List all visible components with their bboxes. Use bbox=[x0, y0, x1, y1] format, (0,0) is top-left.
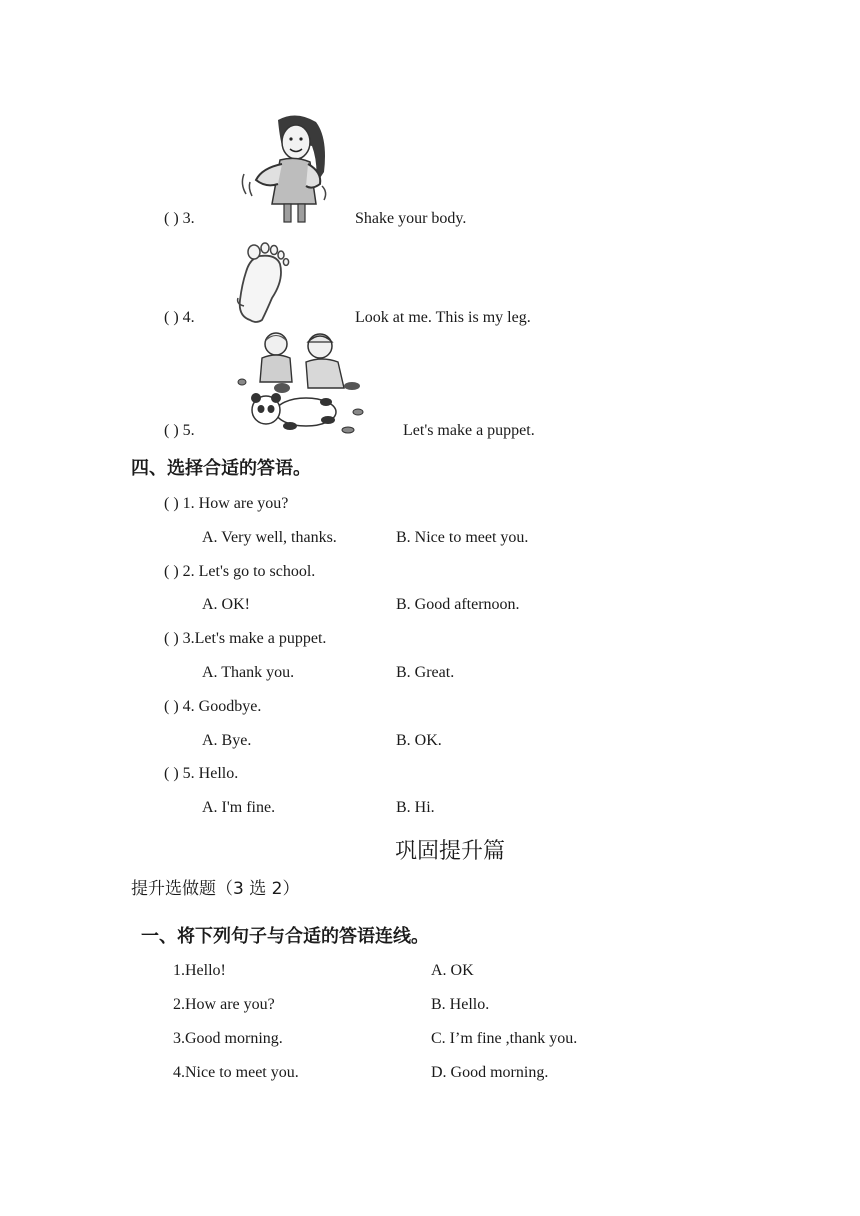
match-left-4: 4.Nice to meet you. bbox=[173, 1064, 299, 1081]
foot-picture bbox=[232, 240, 296, 326]
question-5-option-a: A. I'm fine. bbox=[202, 799, 276, 816]
question-4: ( ) 4. Goodbye. bbox=[164, 698, 262, 715]
match-left-1: 1.Hello! bbox=[173, 962, 226, 979]
kids-puppet-picture bbox=[236, 330, 370, 438]
item4-number: ( ) 4. bbox=[164, 309, 195, 326]
item3-number: ( ) 3. bbox=[164, 210, 195, 227]
question-3-option-a: A. Thank you. bbox=[202, 664, 295, 681]
match-left-3: 3.Good morning. bbox=[173, 1030, 283, 1047]
question-2-option-b: B. Good afternoon. bbox=[396, 596, 520, 613]
consolidate-subtitle: 提升选做题（3 选 2） bbox=[131, 879, 300, 899]
question-4-option-a: A. Bye. bbox=[202, 732, 252, 749]
question-1: ( ) 1. How are you? bbox=[164, 495, 289, 512]
consolidate-title: 巩固提升篇 bbox=[395, 839, 506, 864]
item3-sentence: Shake your body. bbox=[355, 210, 467, 227]
part1-title: 一、将下列句子与合适的答语连线。 bbox=[141, 926, 429, 947]
question-3: ( ) 3.Let's make a puppet. bbox=[164, 630, 327, 647]
item4-sentence: Look at me. This is my leg. bbox=[355, 309, 531, 326]
section4-title: 四、选择合适的答语。 bbox=[131, 458, 311, 479]
match-left-2: 2.How are you? bbox=[173, 996, 275, 1013]
question-5: ( ) 5. Hello. bbox=[164, 765, 239, 782]
question-4-option-b: B. OK. bbox=[396, 732, 442, 749]
match-right-d: D. Good morning. bbox=[431, 1064, 549, 1081]
question-2: ( ) 2. Let's go to school. bbox=[164, 563, 316, 580]
question-2-option-a: A. OK! bbox=[202, 596, 250, 613]
item5-number: ( ) 5. bbox=[164, 422, 195, 439]
girl-shaking-picture bbox=[236, 112, 332, 224]
item5-sentence: Let's make a puppet. bbox=[403, 422, 535, 439]
question-1-option-a: A. Very well, thanks. bbox=[202, 529, 337, 546]
match-right-b: B. Hello. bbox=[431, 996, 490, 1013]
match-right-c: C. I’m fine ,thank you. bbox=[431, 1030, 578, 1047]
question-1-option-b: B. Nice to meet you. bbox=[396, 529, 529, 546]
question-3-option-b: B. Great. bbox=[396, 664, 455, 681]
question-5-option-b: B. Hi. bbox=[396, 799, 435, 816]
match-right-a: A. OK bbox=[431, 962, 474, 979]
